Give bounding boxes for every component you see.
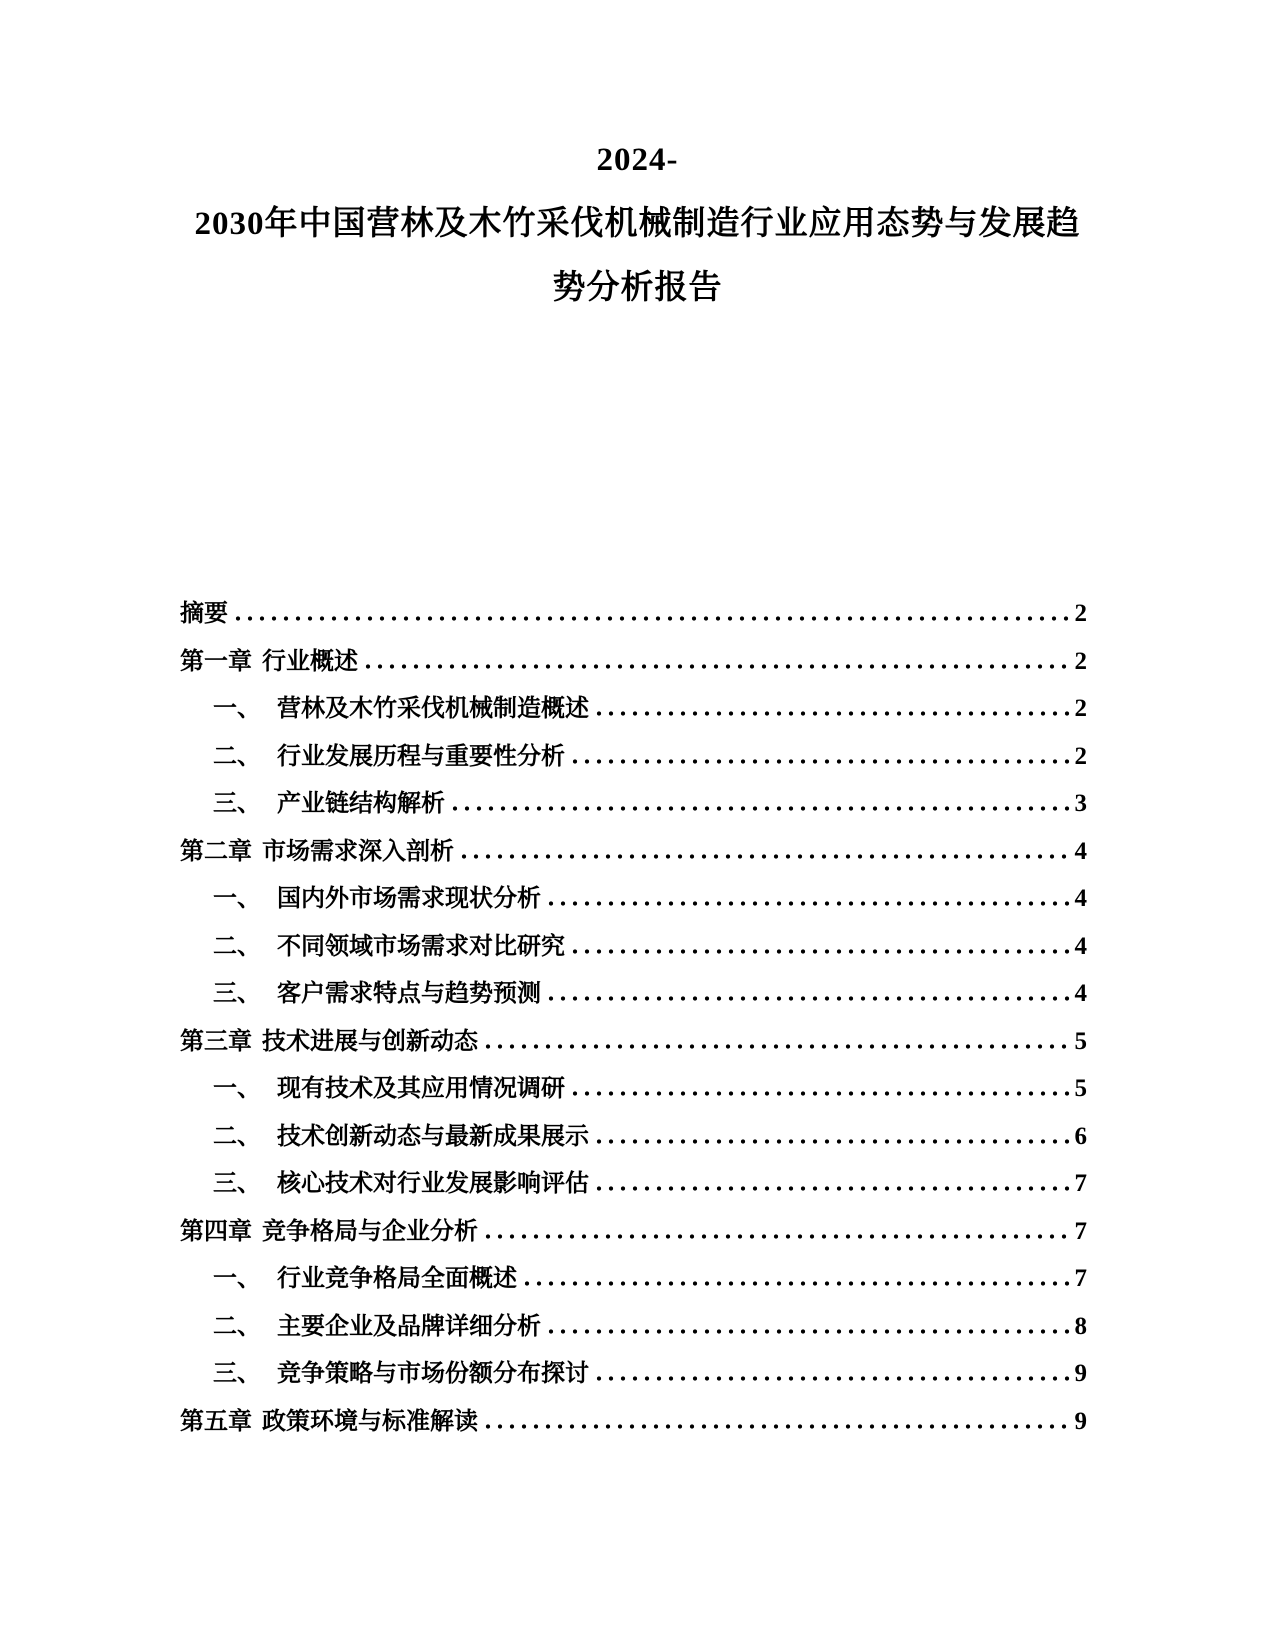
toc-entry-title: 国内外市场需求现状分析	[277, 886, 541, 912]
report-title	[0, 0, 1275, 320]
toc-entry	[180, 1350, 1087, 1398]
toc-page-number: 4	[1074, 885, 1087, 912]
toc-page-number: 4	[1074, 980, 1087, 1007]
toc-entry-prefix: 第二章	[180, 838, 252, 865]
toc-dot-leader	[545, 996, 1072, 1001]
toc-entry	[180, 1113, 1087, 1161]
toc-entry	[180, 1303, 1087, 1351]
toc-page-number: 2	[1074, 695, 1087, 722]
toc-dot-leader	[593, 1186, 1072, 1191]
toc-dot-leader	[458, 854, 1072, 859]
toc-entry	[180, 780, 1087, 828]
toc-entry-prefix: 三、	[213, 1171, 261, 1197]
toc-entry	[180, 685, 1087, 733]
toc-page-number: 5	[1074, 1027, 1087, 1055]
toc-entry-prefix: 一、	[213, 1266, 261, 1292]
toc-entry-prefix: 三、	[213, 1361, 261, 1387]
toc-page-number: 9	[1074, 1407, 1087, 1435]
toc-page-number: 2	[1074, 647, 1087, 675]
toc-dot-leader	[232, 616, 1072, 621]
toc-entry-title: 竞争格局与企业分析	[262, 1218, 478, 1245]
toc-dot-leader	[449, 806, 1072, 811]
toc-entry-title: 技术进展与创新动态	[262, 1028, 478, 1055]
toc-entry-prefix: 一、	[213, 696, 261, 722]
toc-entry-title: 市场需求深入剖析	[262, 838, 454, 865]
toc-page-number: 2	[1074, 742, 1087, 770]
toc-dot-leader	[482, 1044, 1072, 1049]
report-title-line-1: 2024-	[596, 142, 679, 178]
toc-entry-title: 摘要	[180, 601, 228, 627]
toc-entry-prefix: 二、	[213, 933, 261, 960]
toc-entry-title: 行业概述	[262, 648, 358, 675]
toc-entry-prefix: 一、	[213, 1076, 261, 1102]
report-title-line-3: 势分析报告	[552, 270, 723, 306]
toc-entry	[180, 590, 1087, 638]
toc-page-number: 2	[1074, 600, 1087, 627]
toc-entry-prefix: 二、	[213, 743, 261, 770]
toc-page-number: 8	[1074, 1312, 1087, 1340]
toc-dot-leader	[569, 759, 1072, 764]
toc-page-number: 9	[1074, 1360, 1087, 1387]
toc-dot-leader	[569, 1091, 1072, 1096]
toc-entry	[180, 923, 1087, 971]
toc-entry	[180, 1398, 1087, 1446]
toc-entry-title: 核心技术对行业发展影响评估	[277, 1171, 589, 1197]
toc-entry-prefix: 第四章	[180, 1218, 252, 1245]
toc-dot-leader	[545, 901, 1072, 906]
toc-entry-title: 主要企业及品牌详细分析	[277, 1313, 541, 1340]
report-title-line-2: 2030年中国营林及木竹采伐机械制造行业应用态势与发展趋	[194, 206, 1081, 242]
toc-page-number: 4	[1074, 932, 1087, 960]
toc-entry-prefix: 第一章	[180, 648, 252, 675]
toc-entry-title: 产业链结构解析	[277, 791, 445, 817]
toc-dot-leader	[593, 1376, 1072, 1381]
toc-dot-leader	[482, 1424, 1072, 1429]
toc-dot-leader	[569, 949, 1072, 954]
toc-page-number: 6	[1074, 1122, 1087, 1150]
toc-dot-leader	[593, 1139, 1072, 1144]
toc-entry-prefix: 二、	[213, 1123, 261, 1150]
toc-entry	[180, 875, 1087, 923]
toc-dot-leader	[521, 1281, 1072, 1286]
toc-entry-prefix: 第三章	[180, 1028, 252, 1055]
toc-entry	[180, 733, 1087, 781]
toc-entry	[180, 1208, 1087, 1256]
toc-entry	[180, 970, 1087, 1018]
toc-entry	[180, 1255, 1087, 1303]
toc-page-number: 4	[1074, 837, 1087, 865]
toc-entry	[180, 1160, 1087, 1208]
toc-page-number: 7	[1074, 1170, 1087, 1197]
toc-page-number: 3	[1074, 790, 1087, 817]
toc-entry-title: 营林及木竹采伐机械制造概述	[277, 696, 589, 722]
toc-entry-prefix: 二、	[213, 1313, 261, 1340]
toc-entry	[180, 828, 1087, 876]
toc-entry-prefix: 三、	[213, 981, 261, 1007]
toc-entry-title: 不同领域市场需求对比研究	[277, 933, 565, 960]
table-of-contents	[180, 590, 1087, 1445]
toc-entry-title: 竞争策略与市场份额分布探讨	[277, 1361, 589, 1387]
toc-entry-title: 行业竞争格局全面概述	[277, 1266, 517, 1292]
toc-page-number: 7	[1074, 1217, 1087, 1245]
toc-entry-title: 政策环境与标准解读	[262, 1408, 478, 1435]
toc-dot-leader	[593, 711, 1072, 716]
toc-dot-leader	[482, 1234, 1072, 1239]
toc-entry-title: 技术创新动态与最新成果展示	[277, 1123, 589, 1150]
toc-entry	[180, 638, 1087, 686]
toc-dot-leader	[362, 664, 1072, 669]
toc-entry-prefix: 一、	[213, 886, 261, 912]
toc-entry	[180, 1018, 1087, 1066]
toc-entry-prefix: 三、	[213, 791, 261, 817]
toc-entry-title: 行业发展历程与重要性分析	[277, 743, 565, 770]
toc-dot-leader	[545, 1329, 1072, 1334]
toc-entry-title: 客户需求特点与趋势预测	[277, 981, 541, 1007]
toc-page-number: 5	[1074, 1075, 1087, 1102]
toc-entry-prefix: 第五章	[180, 1408, 252, 1435]
toc-entry	[180, 1065, 1087, 1113]
toc-entry-title: 现有技术及其应用情况调研	[277, 1076, 565, 1102]
toc-page-number: 7	[1074, 1265, 1087, 1292]
